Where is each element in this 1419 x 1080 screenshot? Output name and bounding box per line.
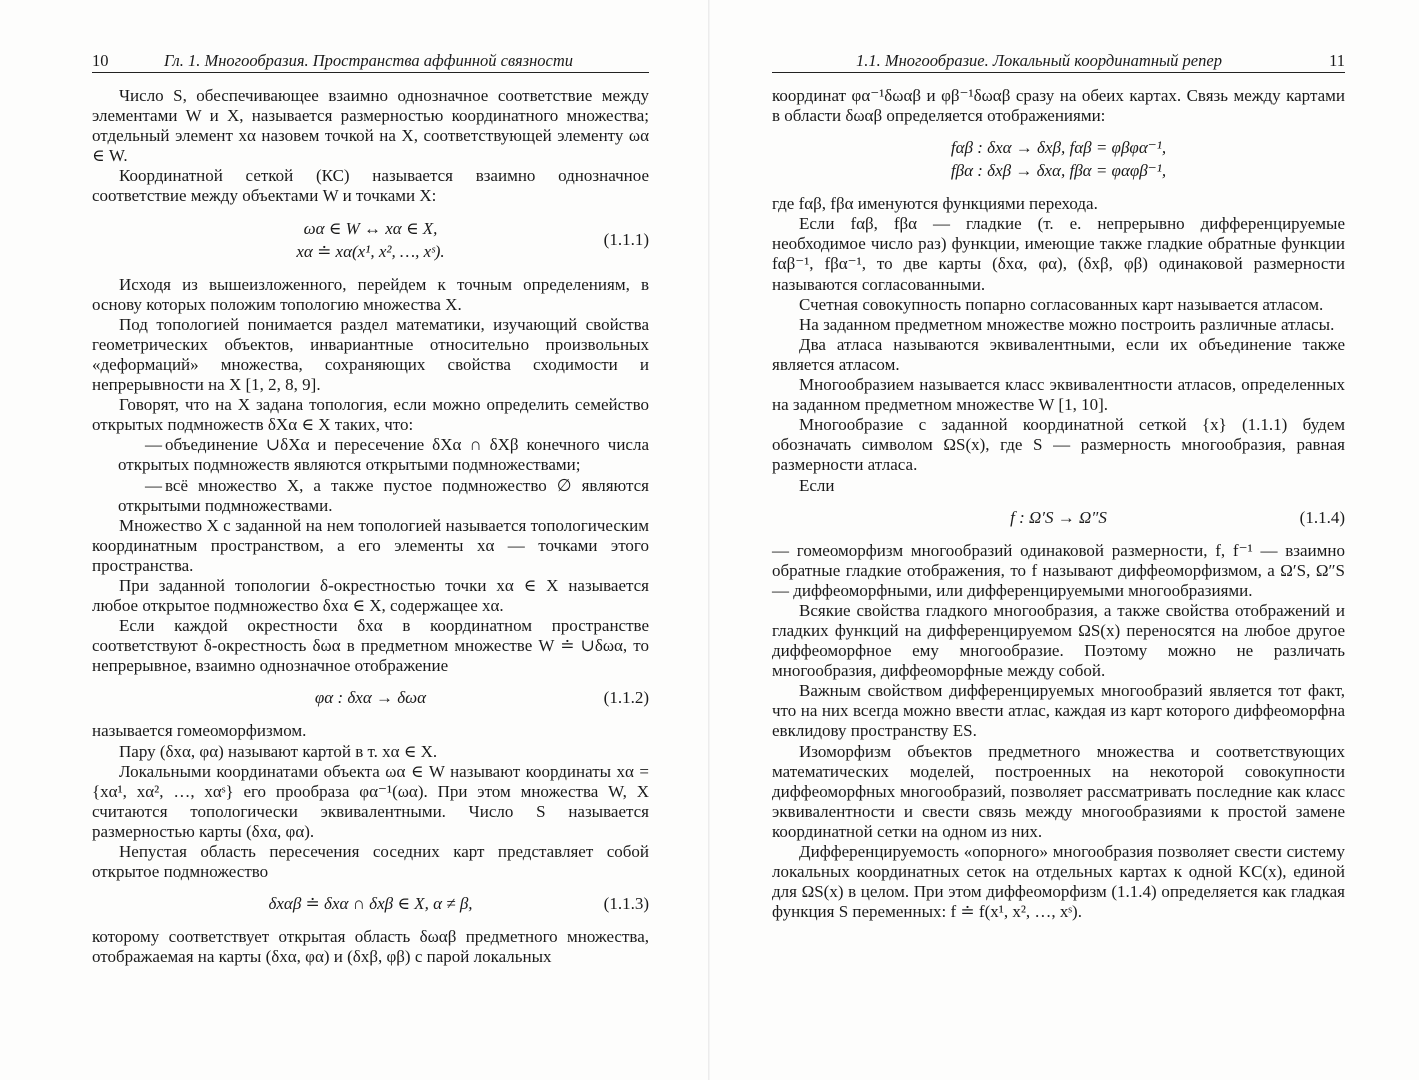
equation-line: φα : δxα → δωα (314, 688, 427, 708)
paragraph: называется гомеоморфизмом. (92, 721, 307, 741)
list-item: — объединение ∪δXα и пересечение δXα ∩ δXβ конечного числа открытых подмножеств являются открытыми подмножествами; (118, 435, 649, 475)
paragraph: При заданной топологии δ-окрестностью точки xα ∈ X называется любое открытое подмножество δxα ∈ X, содержащее xα. (92, 575, 649, 616)
running-title: 1.1. Многообразие. Локальный координатный репер (856, 51, 1222, 70)
paragraph: Изоморфизм объектов предметного множества и соответствующих математических моделей, построенных на некоторой совокупности диффеоморфных многообразий, позволяет рассматривать последние как класс эквивалентности и свести связь между многообразиями к простой замене координатной сетки на одном из них. (772, 741, 1345, 841)
running-header (772, 50, 1345, 73)
paragraph: Непустая область пересечения соседних карт представляет собой открытое подмножество (92, 842, 649, 882)
paragraph: Исходя из вышеизложенного, перейдем к точным определениям, в основу которых положим топологию множества X. (92, 274, 649, 314)
paragraph: Если каждой окрестности δxα в координатном пространстве соответствуют δ-окрестность δωα в предметном множестве W ≐ ∪δωα, то непрерывное, взаимно однозначное отображение (92, 616, 649, 676)
paragraph: Счетная совокупность попарно согласованных карт называется атласом. (799, 294, 1324, 314)
equation-number: (1.1.1) (603, 229, 649, 249)
page-number: 10 (92, 51, 109, 70)
paragraph: координат φα⁻¹δωαβ и φβ⁻¹δωαβ сразу на обеих картах. Связь между картами в области δωαβ определяется отображениями: (772, 86, 1345, 126)
paragraph: Множество X с заданной на нем топологией называется топологическим координатным пространством, а его элементы xα — точками этого пространства. (92, 515, 649, 575)
paragraph: Если fαβ, fβα — гладкие (т. е. непрерывно дифференцируемые необходимое число раз) функции, имеющие также гладкие обратные функции fαβ⁻¹, fβα⁻¹, то две карты (δxα, φα), (δxβ, φβ) одинаковой размерности называются согласованными. (772, 214, 1345, 294)
running-title: Гл. 1. Многообразия. Пространства аффинной связности (164, 51, 573, 70)
equation-line: fβα : δxβ → δxα, fβα = φαφβ⁻¹, (950, 161, 1167, 181)
equation (92, 892, 649, 915)
paragraph: — гомеоморфизм многообразий одинаковой размерности, f, f⁻¹ — взаимно обратные гладкие отображения, то f называют диффеоморфизмом, а Ω′S, Ω″S — диффеоморфными, или дифференцируемыми многообразиями. (772, 540, 1345, 600)
page-body (772, 86, 1345, 922)
paragraph: Пару (δxα, φα) называют картой в т. xα ∈ X. (119, 741, 438, 761)
equation (92, 686, 649, 709)
paragraph: где fαβ, fβα именуются функциями перехода. (772, 194, 1098, 214)
right-page (710, 0, 1419, 1080)
equation-number: (1.1.4) (1299, 507, 1345, 527)
paragraph: Если (799, 475, 835, 495)
equation (772, 136, 1345, 182)
paragraph: Важным свойством дифференцируемых многообразий является тот факт, что на них всегда можно ввести атлас, каждая из карт которого диффеоморфна евклидову пространству ES. (772, 681, 1345, 741)
page-number: 11 (1329, 51, 1345, 70)
paragraph: Локальными координатами объекта ωα ∈ W называют координаты xα = {xα¹, xα², …, xαˢ} его прообраза φα⁻¹(ωα). При этом множества W, X считаются топологически эквивалентными. Число S называется размерностью карты (δxα, φα). (92, 761, 649, 841)
equation (772, 506, 1345, 529)
paragraph: Два атласа называются эквивалентными, если их объединение также является атласом. (772, 334, 1345, 374)
paragraph: Многообразие с заданной координатной сеткой {x} (1.1.1) будем обозначать символом ΩS(x), где S — размерность многообразия, равная размерности атласа. (772, 415, 1345, 475)
list-item-text: всё множество X, а также пустое подмножество ∅ являются открытыми подмножествами. (118, 475, 649, 515)
paragraph: Число S, обеспечивающее взаимно однозначное соответствие между элементами W и X, называется размерностью координатного множества; отдельный элемент xα назовем точкой на X, соответствующей элементу ωα ∈ W. (92, 86, 649, 166)
equation (92, 217, 649, 263)
equation-number: (1.1.3) (603, 894, 649, 914)
paragraph: Говорят, что на X задана топология, если можно определить семейство открытых подмножеств δXα ∈ X таких, что: (92, 395, 649, 435)
paragraph: Координатной сеткой (КС) называется взаимно однозначное соответствие между объектами W и точками X: (92, 166, 649, 206)
equation-number: (1.1.2) (603, 688, 649, 708)
equation-line: ωα ∈ W ↔ xα ∈ X, (303, 218, 438, 238)
equation-line: xα ≐ xα(x¹, x², …, xˢ). (296, 241, 445, 261)
running-header (92, 50, 649, 73)
page-body (92, 86, 649, 967)
equation-line: fαβ : δxα → δxβ, fαβ = φβφα⁻¹, (950, 138, 1167, 158)
paragraph: которому соответствует открытая область δωαβ предметного множества, отображаемая на карты (δxα, φα) и (δxβ, φβ) с парой локальных (92, 927, 649, 967)
paragraph: Под топологией понимается раздел математики, изучающий свойства геометрических объектов, инвариантные относительно произвольных «деформаций» множества, сохраняющих свойства сходимости и непрерывности на X [1, 2, 8, 9]. (92, 314, 649, 395)
list-item-text: объединение ∪δXα и пересечение δXα ∩ δXβ конечного числа открытых подмножеств являются открытыми подмножествами; (118, 435, 649, 475)
equation-line: δxαβ ≐ δxα ∩ δxβ ∈ X, α ≠ β, (268, 894, 473, 914)
paragraph: На заданном предметном множестве можно построить различные атласы. (799, 314, 1335, 334)
list-item: — всё множество X, а также пустое подмножество ∅ являются открытыми подмножествами. (118, 475, 649, 515)
paragraph: Дифференцируемость «опорного» многообразия позволяет свести систему локальных координатных сеток на отдельных картах к одной KC(x), единой для ΩS(x) в целом. При этом диффеоморфизм (1.1.4) определяется как гладкая функция S переменных: f ≐ f(x¹, x², …, xˢ). (772, 842, 1345, 922)
paragraph: Многообразием называется класс эквивалентности атласов, определенных на заданном предметном множестве W [1, 10]. (772, 375, 1345, 415)
paragraph: Всякие свойства гладкого многообразия, а также свойства отображений и гладких функций на дифференцируемом ΩS(x) переносятся на любое другое диффеоморфное ему многообразие. Поэтому можно не различать многообразия, диффеоморфные между собой. (772, 600, 1345, 681)
left-page (0, 0, 709, 1080)
equation-line: f : Ω′S → Ω″S (1010, 507, 1107, 527)
